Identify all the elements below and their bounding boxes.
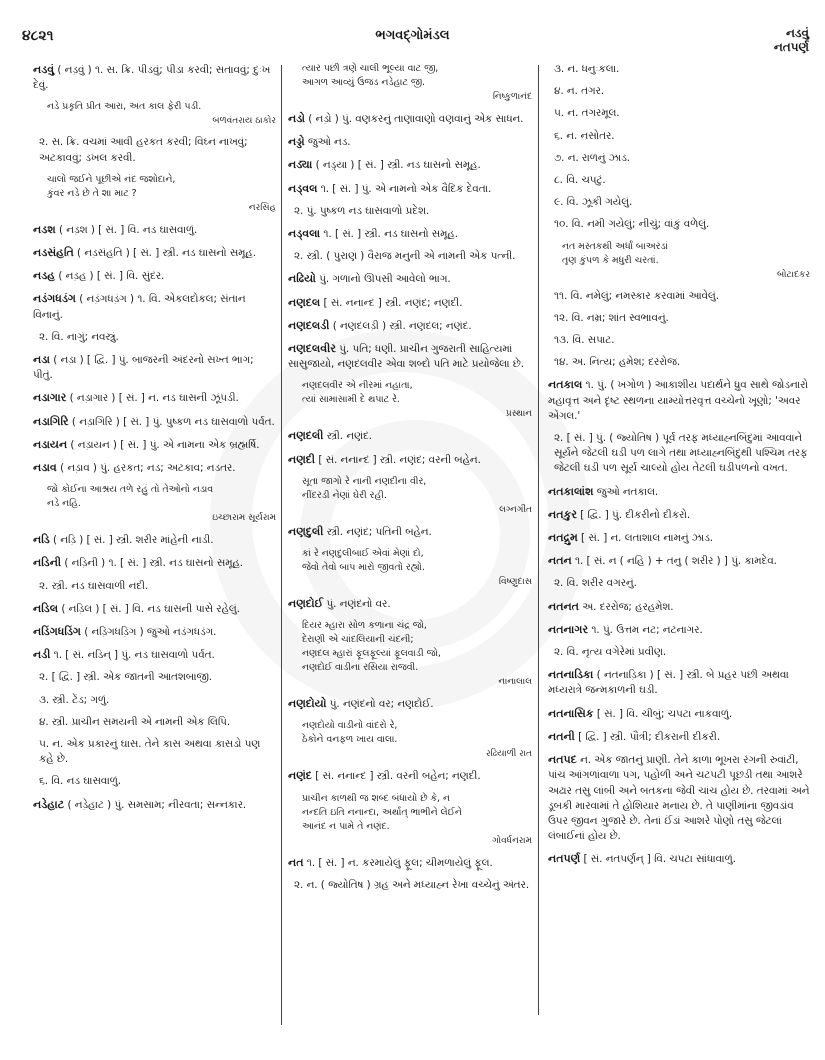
dictionary-entry: [33, 352, 276, 383]
dictionary-entry: [548, 484, 810, 500]
citation-quote: [302, 475, 532, 517]
quote-source: નરસિંહ: [248, 202, 276, 213]
quote-source: બોટાદકર: [777, 269, 810, 280]
dictionary-entry: [548, 507, 810, 523]
headword: નણદલવીર: [288, 342, 336, 356]
dictionary-entry: [288, 271, 532, 287]
sense-definition: ૪. સ્ત્રી. પ્રાચીન સમયની એ નામની એક લિપિ.: [39, 715, 231, 728]
quote-source: લગ્નગીત: [499, 504, 532, 515]
citation-quote: [302, 792, 532, 848]
headword: નડ્યા: [288, 158, 313, 172]
dictionary-entry: [33, 647, 276, 663]
quote-line: નન્દતિ ઇતિ નનાન્દા, અર્થાત્ ભાભીને લેઈને: [302, 806, 462, 818]
definition: જુઓ નડ.: [307, 136, 351, 149]
quote-line: કુંવર નડે છે તે શા માટ ?: [47, 187, 137, 199]
headword: નડવું: [33, 63, 55, 76]
quote-source: નિષ્કુળાનંદ: [492, 92, 532, 102]
definition: ( નડ઼ાવ ) પું. હરકત; નડ; અટકાવ; નડતર.: [60, 462, 236, 475]
headword: નડ્વલા: [288, 227, 321, 241]
definition: [ સં. નનાન્દ ] સ્ત્રી. વરની બહેન; નણદી.: [315, 770, 481, 783]
dictionary-entry: [288, 111, 532, 127]
quote-line: નણદલ મ્હારાં ફૂલફૂલ્યાં ફૂલવાડી જો,: [302, 648, 441, 660]
quote-line: નણદોઈ વાડીના રસિયા રાજવી.: [302, 662, 419, 674]
definition: સ્ત્રી. નણંદ; પતિની બહેન.: [326, 525, 432, 538]
column-divider: [538, 65, 539, 1015]
definition: ( નડ઼ા ) [ દ્વિ. ] પું. બાજરની અંદરનો સખ્ત ભાગ; પીતું.: [33, 354, 254, 382]
definition: [ સં. નતપર્ણન્ ] વિ. ચપટા સાંધાવાળું.: [583, 853, 736, 866]
definition: ( નડ઼સંહતિ ) [ સં. ] સ્ત્રી. નડ ઘાસનો સમૂહ.: [77, 247, 257, 260]
headword: નતનાગર: [548, 622, 589, 636]
definition: ન. એક જાતનું પ્રાણી. તેને કાળા ભૂખરા રંગની રુવાંટી, પાંચ આંગળાંવાળા પગ, પહોળી અને ચટપટી પૂછડી તથા આશરે અઢાર તસુ લાંબી અને બતકના જેવી ચાંચ હોય છે. તરવામાં અને ડૂબકી મારવામાં તે હોશિયાર મનાય છે. તે પાણીમાંના જીવડાંવ ઉપર જીવન ગુજારે છે. તેનાં ઈંડાં આશરે પોણો તસુ જેટલાં લંબાઈનાં હોય છે.: [548, 754, 810, 843]
headword: નત: [288, 855, 304, 869]
quote-source: વિષ્ણુદાસ: [498, 577, 532, 588]
dictionary-entry: [548, 553, 810, 569]
dictionary-entry: [288, 226, 532, 242]
quote-source: ઇચ્છારામ સૂર્યરામ: [212, 513, 276, 524]
citation-quote: [302, 379, 532, 421]
dictionary-entry: [548, 599, 810, 615]
definition: ૧. [ સં. ] પું. એ નામનો એક વૈદિક દેવતા.: [320, 182, 492, 195]
dictionary-entry: [33, 532, 276, 548]
quote-line: ચાલો જઈને પૂછીએ નંદ જશોદાને,: [47, 173, 176, 185]
sense-definition: ૨. વિ. નૃત્ય વગેરેમાં પ્રવીણ.: [554, 646, 667, 659]
dictionary-entry: [288, 341, 532, 372]
quote-line: આગળ આવ્યું ઉજડ નડેહાટ જી.: [302, 77, 425, 88]
headword: નતકુર: [548, 507, 577, 521]
dictionary-entry: [288, 768, 532, 784]
sense-definition: ૧૨. વિ. નમ્ર; શાંત સ્વભાવનું.: [554, 311, 669, 324]
definition: ( નડ઼ાગિરિ ) [ સં. ] પું. પુષ્કળ નડ ઘાસવાળો પર્વત.: [71, 415, 275, 428]
definition: પું. પતિ; ધણી. પ્રાચીન ગુજરાતી સાહિત્યમાં સાસુજાયો, નણદલવીર એવા શબ્દો પતિ માટે પ્રયોજેલા છે.: [288, 343, 524, 371]
dictionary-entry: [548, 530, 810, 546]
sense-definition: ૧૪. અ. નિત્ય; હમેશ; દરરોજ.: [554, 356, 681, 369]
quote-line: સૂતા જાગો રે નાની નણદીના વીર,: [302, 475, 427, 487]
headword: નડો: [288, 112, 305, 125]
citation-quote: [302, 719, 532, 761]
dictionary-entry: [33, 437, 276, 453]
headword: નણદલી: [288, 429, 324, 443]
citation-quote: [302, 62, 532, 104]
headword: નડાવ: [33, 461, 57, 475]
dictionary-entry: [548, 752, 810, 844]
quote-line: આનંદ ન પામે તે નણંદ.: [302, 820, 390, 832]
column-1: [33, 62, 276, 820]
headword: નતપર્ણ: [548, 852, 581, 866]
dictionary-entry: [288, 855, 532, 871]
definition: ( નડ઼િંગધડ઼િંગ ) જુઓ નડંગધડંગ.: [84, 626, 217, 639]
headword: નતન: [548, 554, 572, 568]
sense-definition: ૬. ન. નસોતર.: [554, 129, 615, 142]
headword: નણંદ: [288, 769, 312, 783]
sense-definition: ૨. વિ. નાગું; નવસ્ત્રું.: [39, 330, 119, 343]
headword: નતનાસિક: [548, 706, 594, 720]
guide-words: [774, 26, 809, 54]
sense-definition: ૨. ન. ( જ્યોતિષ ) ગ્રહ અને મધ્યાહ્ન રેખા વચ્ચેનું અંતર.: [294, 878, 530, 891]
dictionary-entry: [288, 318, 532, 334]
citation-quote: [302, 547, 532, 589]
definition: ( નડ઼િ ) [ સં. ] સ્ત્રી. શરીર માંહેની નાડી.: [53, 534, 214, 547]
headword: નડ્ડો: [288, 135, 305, 149]
dictionary-entry: [33, 222, 276, 238]
dictionary-entry: [33, 245, 276, 261]
quote-line: તૃણ કુંપળ કે મધુરી ચરતાં.: [562, 254, 659, 266]
sense-definition: ૫. ન. તગરમૂલ.: [554, 107, 620, 120]
definition: [ સં. ] વિ. ચીબું; ચપટા નાકવાળું.: [596, 707, 733, 720]
definition: ( નડ઼િલ ) [ સં. ] વિ. નડ ઘાસની પાસે રહેલું.: [61, 602, 240, 615]
dictionary-entry: [33, 268, 276, 284]
definition: ( નડ઼શ ) [ સં. ] વિ. નડ ઘાસવાળું.: [59, 223, 198, 236]
quote-source: પ્રસ્થાન: [505, 409, 532, 420]
quote-line: ઠેકોને વનફળ ખાય વાલા.: [302, 734, 398, 746]
definition: ( નડ઼વું ) ૧. સ. ક્રિ. પીડવું; પીડા કરવી; સતાવવું; દુઃખ દેવું.: [33, 64, 271, 92]
headword: નતકાલ: [548, 378, 583, 392]
headword: નતનાડિકા: [548, 668, 594, 682]
quote-source: બળવંતરાય ઠાકોર: [212, 116, 276, 127]
definition: પું. નણંદનો વર; નણદોઈ.: [329, 698, 434, 711]
page-header: [0, 22, 825, 62]
definition: ૧. [ સં. ] સ્ત્રી. નડ ઘાસનો સમૂહ.: [323, 228, 458, 241]
quote-line: નણદોયો વાડીનો વાંદરો રે,: [302, 720, 398, 732]
headword: નડાગિરિ: [33, 414, 69, 428]
headword: નતદ્રુમ: [548, 531, 578, 545]
sense-definition: ૯. વિ. ઝૂકી ગયેલું.: [554, 196, 633, 209]
dictionary-entry: [33, 797, 276, 813]
dictionary-entry: [288, 181, 532, 197]
quote-line: ત્યાર પછી ત્રણે ચાલી ભૂલ્યા વાટ જી,: [302, 63, 439, 74]
headword: નડસંહતિ: [33, 246, 74, 260]
sense-definition: ૨. સ્ત્રી. ( પુરાણ ) વૈરાજ મનુની એ નામની એક પત્ની.: [294, 250, 516, 263]
definition: ( નડ઼હ ) [ સં. ] વિ. સુંદર.: [58, 270, 165, 283]
headword: નણદી: [288, 452, 316, 466]
dictionary-entry: [33, 460, 276, 476]
definition: [ સં. ] ન. લતાશાલ નામનું ઝાડ.: [581, 532, 714, 545]
definition: [ સં. નનાન્દ ] સ્ત્રી. નણંદ; નણદી.: [323, 296, 463, 309]
headword: નણદોઈ: [288, 597, 324, 611]
quote-line: દિયર મ્હારા સોળ કળાના ચંદ્ર જો,: [302, 620, 427, 632]
definition: સ્ત્રી. નણંદ.: [326, 430, 372, 443]
quote-line: કાં રે નણદુલીબાઈ એવાં મેણાં દો,: [302, 548, 424, 560]
headword: નડંગધડંગ: [33, 292, 76, 306]
dictionary-entry: [548, 851, 810, 867]
headword: નણદલ: [288, 295, 321, 309]
definition: ૧. [ સં. નડિન્ ] પું. નડ ઘાસવાળો પર્વત.: [53, 649, 215, 662]
dictionary-entry: [288, 696, 532, 712]
dictionary-entry: [548, 377, 810, 424]
dictionary-entry: [288, 428, 532, 444]
quote-line: નણદલવીર એ નીરમાં નહાતા,: [302, 380, 413, 392]
dictionary-entry: [288, 596, 532, 612]
dictionary-entry: [33, 62, 276, 93]
quote-source: ગોવર્ધનરામ: [492, 835, 532, 846]
headword: નડાગાર: [33, 391, 67, 405]
headword: નડ્વલ: [288, 181, 318, 195]
headword: નડિલ: [33, 601, 59, 615]
headword: નડી: [33, 648, 51, 662]
sense-definition: ૨. સ. ક્રિ. વચમાં આવી હરકત કરવી; વિઘ્ન નાખવું; અટકાવવું; ડખલ કરવી.: [39, 136, 248, 164]
page-number: ૪૮૨૧: [22, 28, 54, 44]
running-title: ભગવદ્ગોમંડલ: [375, 28, 450, 43]
dictionary-entry: [33, 414, 276, 430]
column-divider: [281, 65, 282, 1025]
quote-source: રઢિયાળી રાત: [485, 749, 532, 760]
citation-quote: [47, 483, 276, 525]
quote-line: નીંદરડી નેણાં ઘેરી રહી.: [302, 489, 387, 501]
definition: ( નડ઼િની ) ૧. [ સં. ] સ્ત્રી. નડ ઘાસનો સમૂહ.: [64, 557, 244, 570]
guide-word-last: નતપર્ણ: [773, 40, 809, 54]
headword: નડા: [33, 353, 50, 367]
quote-line: પ્રાચીન કાળથી જ શબ્દ બંધાયો છે કે, ન: [302, 792, 450, 804]
sense-definition: ૩. સ્ત્રી. ટેંડ; ગળું.: [39, 693, 110, 706]
quote-line: નડે નહિ.: [47, 498, 81, 510]
headword: નણદોયો: [288, 697, 327, 711]
definition: ( નડ઼ો ) પું. વણકરનું તાણાવાણો વણવાનું એક સાધન.: [308, 113, 524, 125]
sense-definition: ૨. [ સં. ] પું. ( જ્યોતિષ ) પૂર્વ તરફ મધ્યાહ્નબિંદુમાં આવવાને સૂર્યને જેટલી ઘડી પળ લાગે તથા મધ્યાહ્નબિંદુથી પશ્ચિમ તરફ જેટલી ઘડી પળ સૂર્ય ચાલ્યો હોય તેટલી ઘડીપળનો વખત.: [554, 432, 808, 475]
citation-quote: [47, 100, 276, 128]
citation-quote: [47, 173, 276, 215]
dictionary-entry: [33, 390, 276, 406]
headword: નડેહાટ: [33, 797, 65, 811]
headword: નડશ: [33, 222, 56, 236]
dictionary-entry: [548, 729, 810, 745]
headword: નતનત: [548, 599, 579, 613]
quote-line: નત મસ્તકથી અર્ધાં બાઅરડાં: [562, 240, 668, 252]
dictionary-entry: [548, 622, 810, 638]
headword: નતકાલાંશ: [548, 484, 594, 498]
dictionary-entry: [33, 555, 276, 571]
quote-line: ત્યાં સામાસામી દે થપાટ રે.: [302, 394, 400, 406]
definition: ( નડ઼ંગધડ઼ંગ ) ૧. વિ. એકલદોકલ; સંતાન વિનાનું.: [33, 293, 246, 321]
sense-definition: ૮. વિ. ચપટું.: [554, 174, 606, 187]
sense-definition: ૫. ન. એક પ્રકારનું ઘાસ. તેને કાસ અથવા કાસડો પણ કહે છે.: [39, 738, 261, 766]
column-2: [288, 62, 532, 900]
quote-line: દેરાણી એ ચાંદલિયાની ચંદની;: [302, 634, 414, 646]
sense-definition: ૧૦. વિ. નમી ગયેલું; નીચું; વાંકું વળેલું.: [554, 218, 710, 231]
dictionary-entry: [33, 624, 276, 640]
headword: નડહ: [33, 269, 56, 283]
sense-definition: ૨. પું. પુષ્કળ નડ ઘાસવાળો પ્રદેશ.: [294, 204, 430, 217]
quote-line: નડે પ્રકૃતિ પ્રીત આરા, અત કાલ ફેરી પડી.: [47, 101, 202, 113]
definition: ( નતનાડ઼િકા ) [ સં. ] સ્ત્રી. બે પ્રહર પછી અથવા મધ્યરાત્રે જન્મકાળની ઘડી.: [548, 669, 789, 697]
dictionary-entry: [288, 157, 532, 173]
sense-definition: ૨. વિ. શરીર વગરનું.: [554, 577, 637, 590]
sense-definition: ૨. [ દ્વિ. ] સ્ત્રી. એક જાતની આતશબાજી.: [39, 671, 213, 684]
definition: ૧. પું. ( ખગોળ ) આકાશીય પદાર્થને ધ્રુવ સાથે જોડનારો મહાવૃત્ત અને દૃષ્ટ સ્થળના યામ્યોત્તરવૃત્ત વચ્ચેનો ખૂણો; 'અવર એંગલ.': [548, 379, 809, 422]
sense-definition: ૩. ન. ધનુઃકલા.: [554, 63, 620, 75]
definition: પું. ગળાનો ઊપસી આવેલો ભાગ.: [319, 273, 451, 286]
dictionary-entry: [548, 667, 810, 698]
sense-definition: ૨. સ્ત્રી. નડ ઘાસવાળી નદી.: [39, 579, 149, 592]
dictionary-entry: [33, 601, 276, 617]
sense-definition: ૧૩. વિ. સપાટ.: [554, 334, 615, 347]
definition: ( નડ઼ાયન ) [ સં. ] પું. એ નામના એક બ્રહ્મર્ષિ.: [70, 438, 260, 451]
definition: અ. દરરોજ; હરહમેશ.: [582, 600, 674, 613]
definition: ( નડ઼ાગાર ) [ સં. ] ન. નડ ઘાસની ઝૂંપડી.: [69, 392, 239, 405]
definition: જુઓ નતકાલ.: [596, 485, 659, 498]
headword: નણદુલી: [288, 524, 324, 538]
sense-definition: ૧૧. વિ. નમેલું; નમસ્કાર કરવામાં આવેલું.: [554, 289, 719, 302]
dictionary-entry: [548, 706, 810, 722]
headword: નતની: [548, 729, 575, 743]
dictionary-entry: [288, 524, 532, 540]
quote-line: જેવો તેવો બાપ મારો જીવતો રહ્યો.: [302, 562, 425, 574]
headword: નડિ: [33, 533, 50, 547]
definition: ( નડ઼્યા ) [ સં. ] સ્ત્રી. નડ ઘાસનો સમૂહ.: [315, 159, 481, 172]
guide-word-first: નડવું: [785, 26, 809, 40]
headword: નડિંગધડિંગ: [33, 625, 81, 639]
definition: ( નડ઼ેહાટ ) પું. સમસામ; નીરવતા; સન્નકાર.: [67, 798, 247, 811]
definition: ૧. [ સં. ન ( નહિ ) + તનુ ( શરીર ) ] પું. કામદેવ.: [574, 555, 777, 568]
dictionary-entry: [33, 291, 276, 322]
column-3: [548, 62, 810, 875]
definition: પું. નણંદનો વર.: [326, 598, 391, 611]
headword: નણદલડી: [288, 318, 330, 332]
definition: [ દ્વિ. ] પું. દીકરીનો દીકરો.: [580, 508, 691, 521]
definition: [ સં. નનાન્દ ] સ્ત્રી. નણંદ; વરની બહેન.: [318, 453, 481, 466]
definition: [ દ્વિ. ] સ્ત્રી. પૌત્રી; દીકરાની દીકરી.: [578, 730, 721, 743]
definition: ૧. [ સં. ] ન. કરમાયેલું ફૂલ; ચીમળાયેલું ફૂલ.: [306, 856, 493, 869]
headword: નઢિયો: [288, 272, 316, 286]
definition: ( નણદલડ઼ી ) સ્ત્રી. નણદલ; નણંદ.: [332, 319, 472, 332]
citation-quote: [302, 619, 532, 689]
sense-definition: ૬. વિ. નડ ઘાસવાળું.: [39, 775, 122, 788]
headword: નડિની: [33, 556, 62, 570]
sense-definition: ૭. ન. રાળનું ઝાડ.: [554, 151, 631, 164]
citation-quote: [562, 240, 810, 282]
quote-line: જો કોઈના આશ્રય તળે રહું તો તેઓનો નડાવ: [47, 484, 214, 496]
quote-source: નાનાલાલ: [498, 677, 532, 688]
dictionary-entry: [288, 295, 532, 311]
sense-definition: ૪. ન. તગર.: [554, 85, 605, 98]
dictionary-entry: [288, 452, 532, 468]
headword: નડાયન: [33, 437, 68, 451]
definition: ૧. પું. ઉત્તમ નટ; નટનાગર.: [591, 623, 703, 636]
headword: નતપદ: [548, 753, 577, 767]
dictionary-entry: [288, 134, 532, 150]
